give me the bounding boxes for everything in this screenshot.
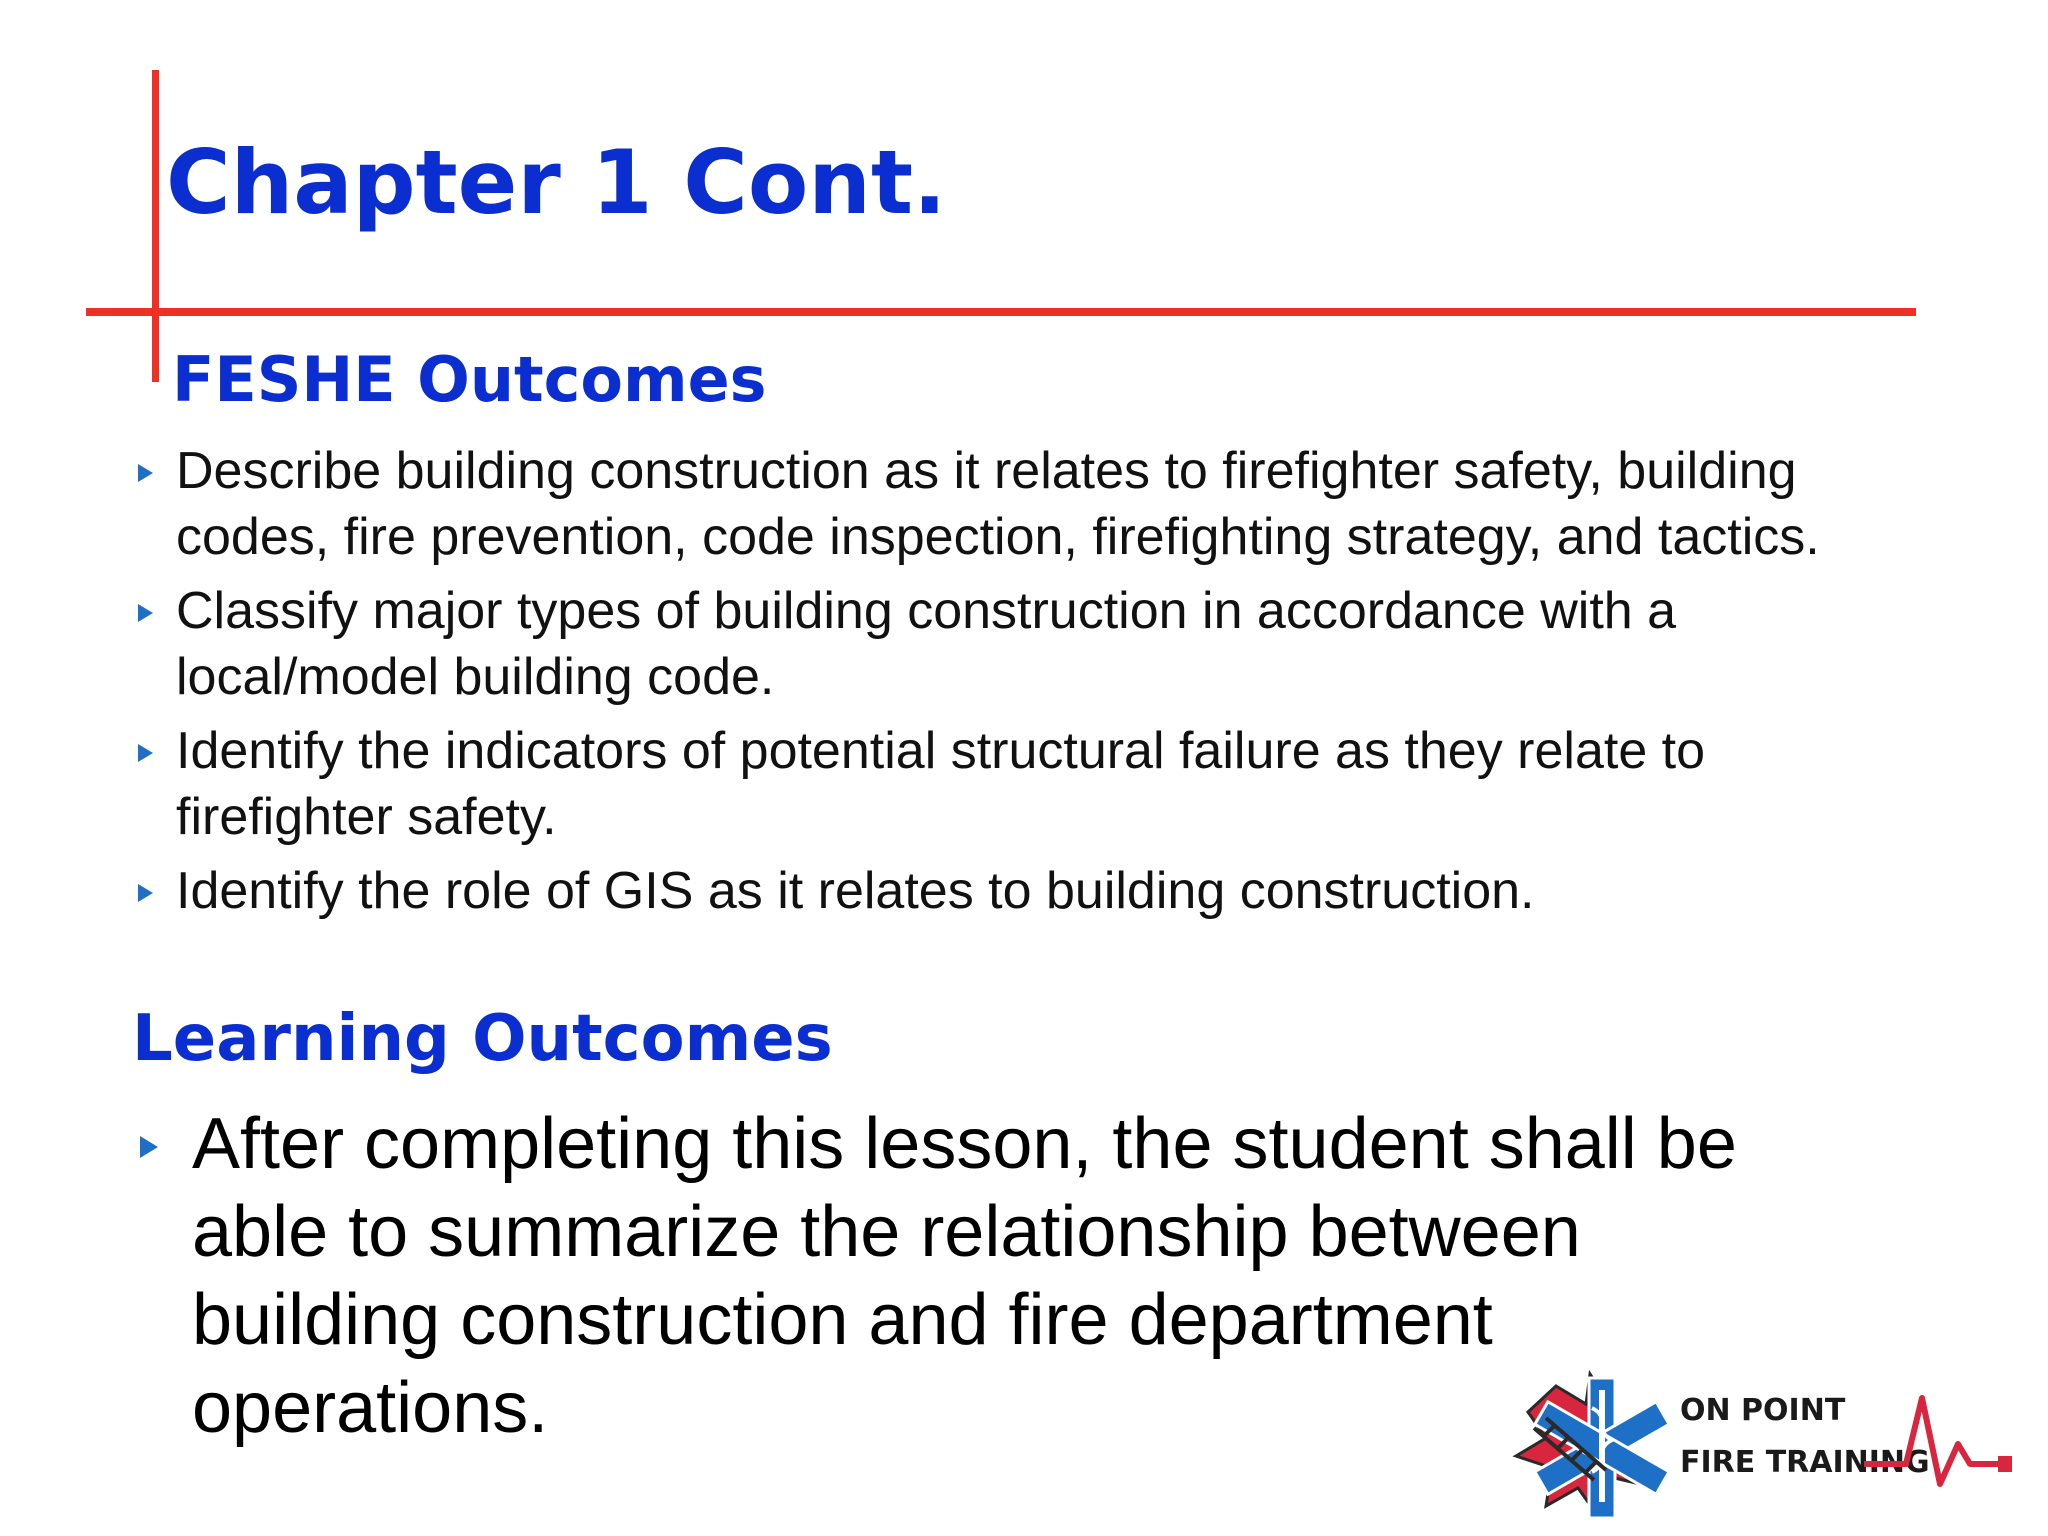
fire-maltese-cross-star-of-life-icon	[1494, 1356, 1674, 1536]
bullet-triangle-icon	[138, 884, 153, 902]
list-item	[134, 718, 1914, 850]
logo-line-1: ON POINT	[1680, 1393, 1846, 1428]
feshe-outcomes-heading: FESHE Outcomes	[172, 343, 767, 416]
bullet-triangle-icon	[138, 464, 153, 482]
list-item	[134, 578, 1914, 710]
bullet-triangle-icon	[138, 744, 153, 762]
list-item-text: Describe building construction as it relates to firefighter safety, building codes, fire prevention, code inspection, firefighting strategy, and tactics.	[176, 442, 1820, 566]
list-item-text: Classify major types of building construction in accordance with a local/model building code.	[176, 582, 1677, 706]
title-rule-vertical	[152, 70, 159, 382]
bullet-triangle-icon	[138, 604, 153, 622]
title-rule-horizontal	[86, 308, 1916, 316]
logo-line-2: FIRE TRAINING	[1680, 1445, 1930, 1480]
heartbeat-line-icon	[1864, 1384, 2014, 1494]
on-point-fire-training-logo	[1494, 1356, 2014, 1536]
list-item-text: After completing this lesson, the student shall be able to summarize the relationship between building construction and fire department operations.	[192, 1104, 1737, 1448]
list-item	[134, 858, 1914, 924]
list-item	[134, 438, 1914, 570]
feshe-outcomes-list	[134, 438, 1914, 932]
slide-title: Chapter 1 Cont.	[166, 131, 947, 234]
bullet-triangle-icon	[140, 1136, 158, 1158]
list-item-text: Identify the role of GIS as it relates to building construction.	[176, 862, 1535, 920]
list-item-text: Identify the indicators of potential structural failure as they relate to firefighter safety.	[176, 722, 1706, 846]
learning-outcomes-heading: Learning Outcomes	[132, 1002, 833, 1076]
